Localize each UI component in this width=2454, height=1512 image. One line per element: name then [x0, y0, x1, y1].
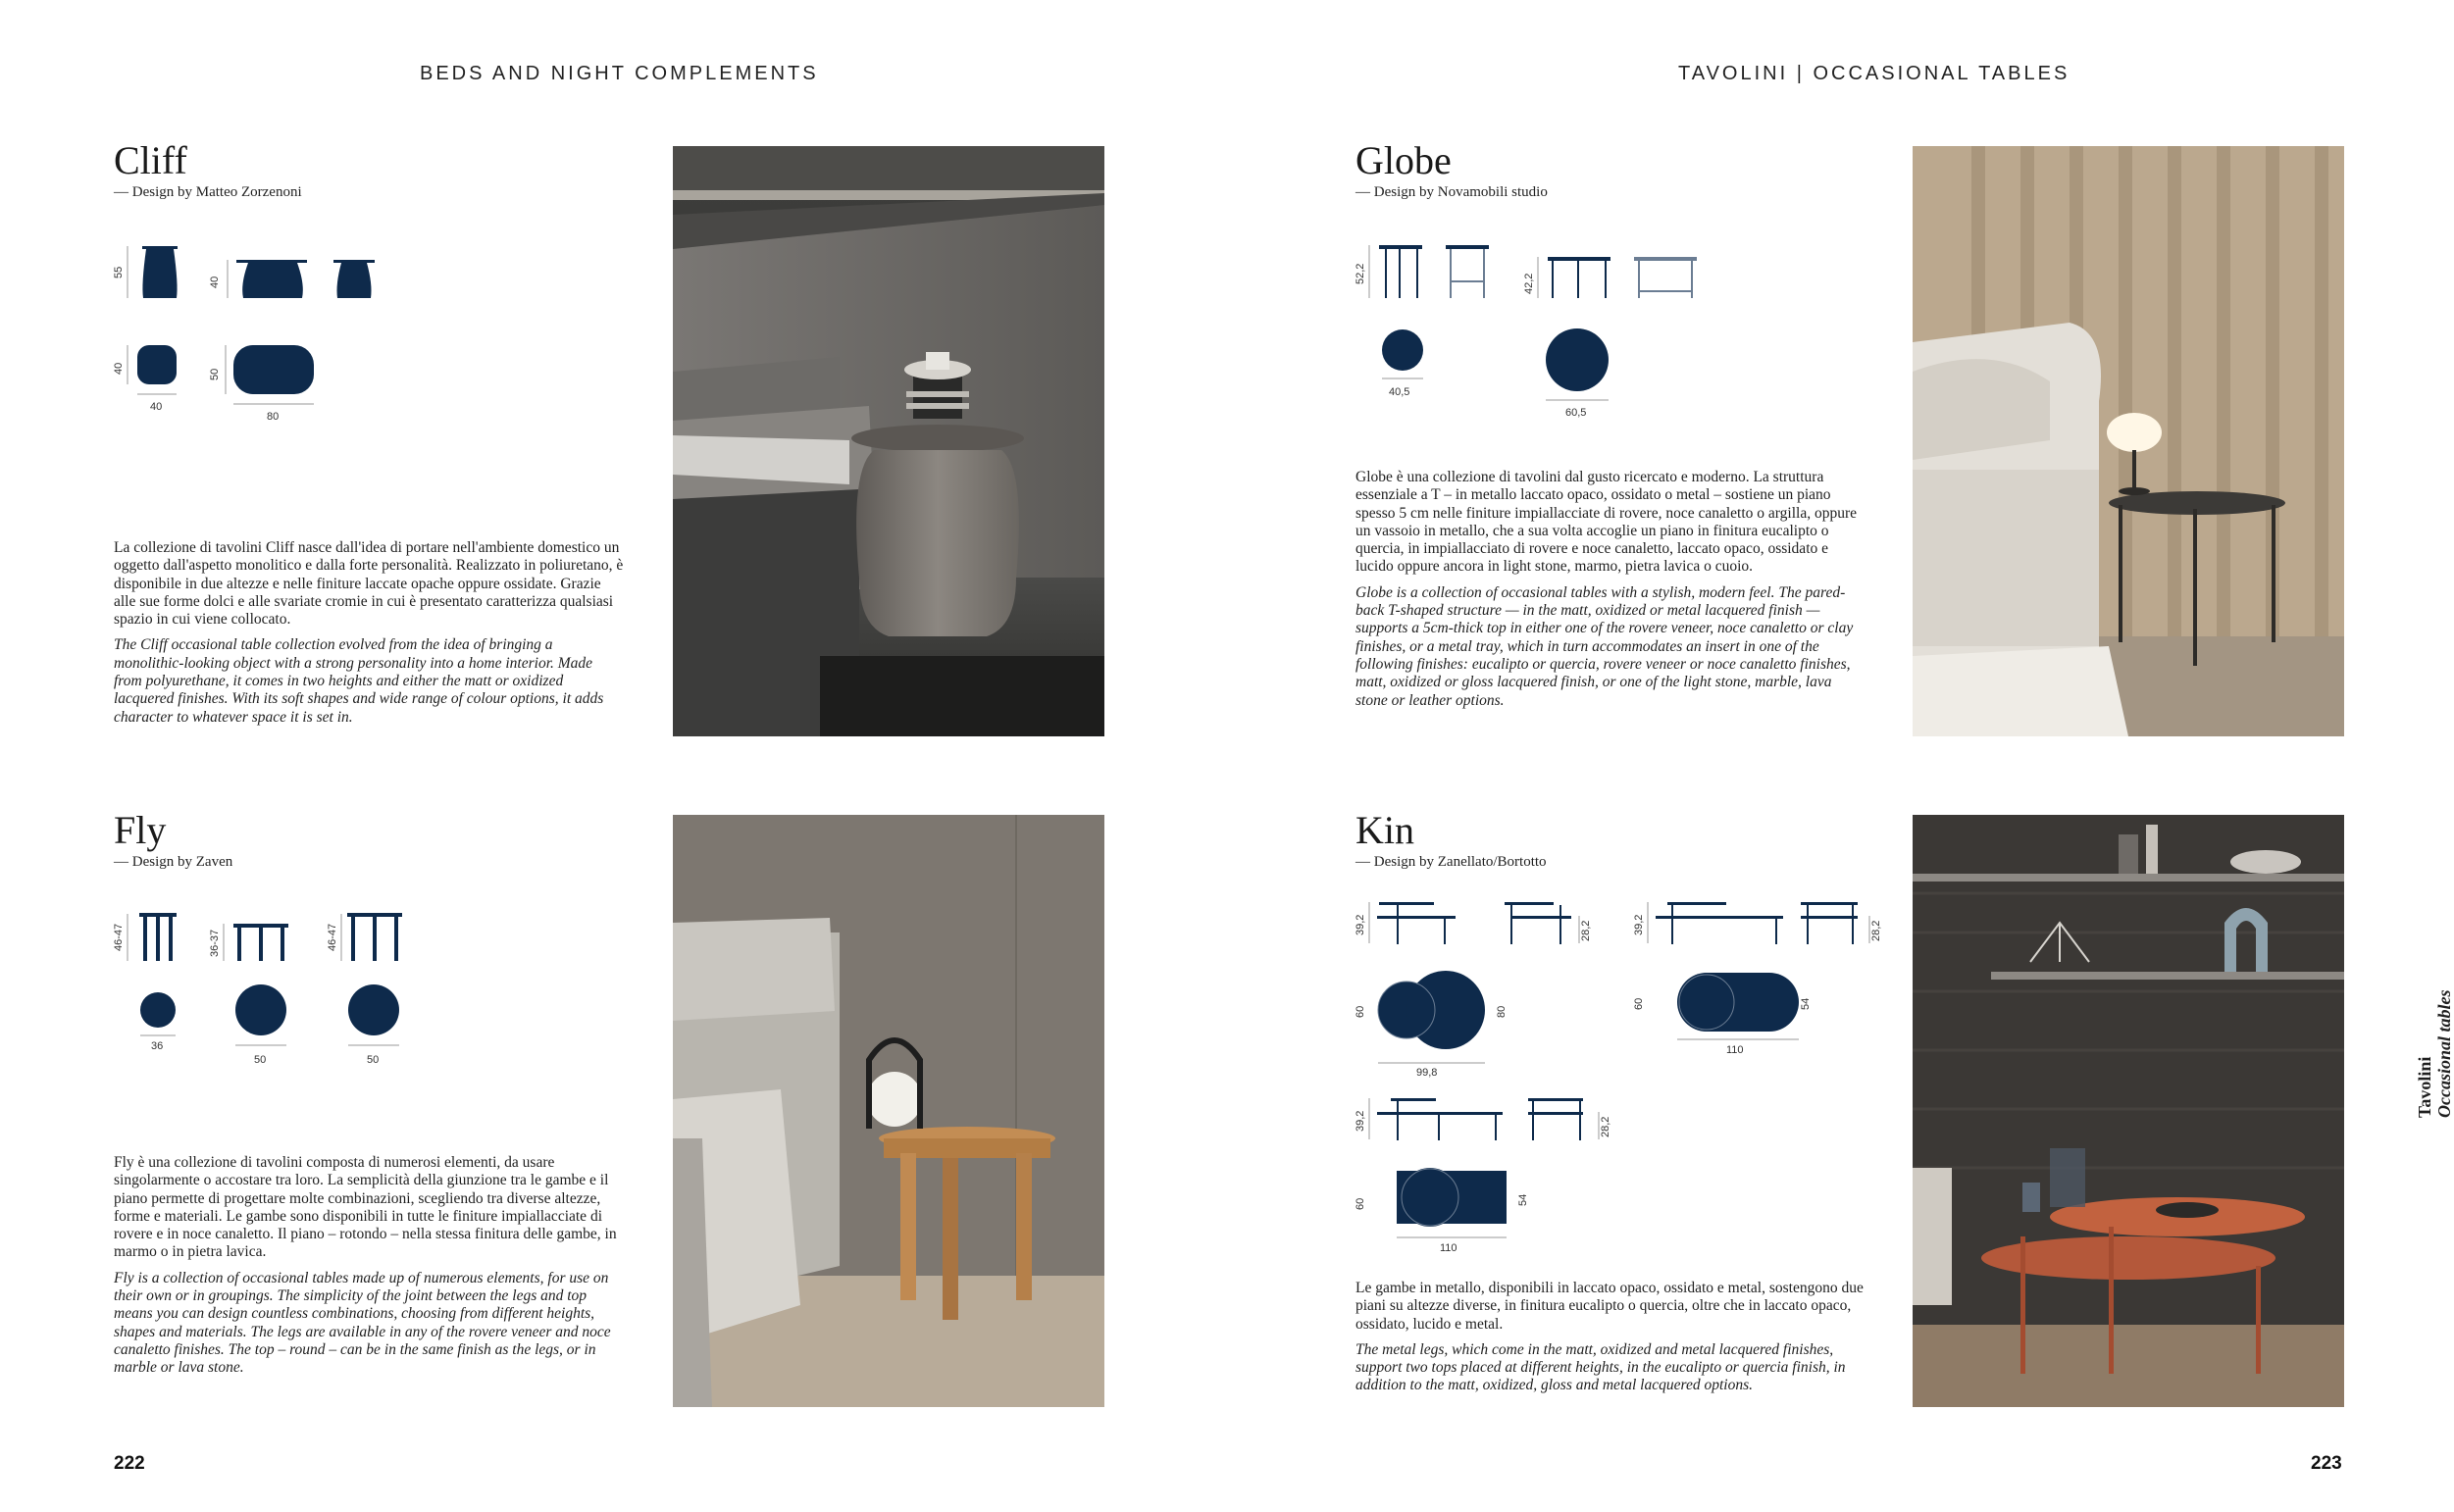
cliff-photo [673, 146, 1104, 736]
right-running-header: TAVOLINI | OCCASIONAL TABLES [1678, 63, 2071, 84]
svg-text:50: 50 [209, 368, 221, 380]
fly-w2-label: 50 [254, 1054, 267, 1066]
kin-title: Kin [1355, 808, 1414, 852]
cliff-t2w-label: 80 [267, 411, 280, 423]
svg-text:54: 54 [1517, 1193, 1529, 1206]
fly-byline: — Design by Zaven [114, 854, 233, 870]
side-tab-en: Occasional tables [2434, 989, 2454, 1118]
fly-h1-label: 46-47 [113, 923, 125, 951]
fly-top-medium [235, 984, 286, 1035]
globe-h1-label: 52,2 [1355, 263, 1366, 284]
fly-w3-label: 50 [367, 1054, 380, 1066]
svg-text:28,2: 28,2 [1870, 920, 1882, 941]
globe-w2-label: 60,5 [1565, 407, 1587, 419]
kin-description-en: The metal legs, which come in the matt, oxidized and metal lacquered finishes, support two tops placed at different heights, in the eucalipto or quercia finish, in addition to the matt, oxidized, gloss and metal lacquered options. [1355, 1340, 1846, 1394]
cliff-low-base [242, 263, 303, 298]
svg-text:60: 60 [1355, 1197, 1366, 1210]
svg-text:39,2: 39,2 [1633, 914, 1645, 935]
cliff-tall-top [142, 246, 178, 249]
kin-description-it: Le gambe in metallo, disponibili in laccato opaco, ossidato e metal, sostengono due piani su altezze diverse, in finitura eucalipto o quercia, oltre che in laccato opaco, ossidato, lucido e metal. [1355, 1280, 1864, 1333]
globe-diagram [1348, 235, 1711, 422]
left-running-header: BEDS AND NIGHT COMPLEMENTS [420, 63, 819, 84]
cliff-title: Cliff [114, 138, 187, 182]
page-number-right: 223 [2311, 1453, 2342, 1474]
svg-text:39,2: 39,2 [1355, 1110, 1366, 1132]
fly-top-small [140, 992, 176, 1028]
page-number-left: 222 [114, 1453, 145, 1474]
svg-text:40: 40 [113, 362, 125, 375]
kin-diagram [1348, 896, 1907, 1259]
cliff-h1-label: 55 [113, 266, 125, 278]
fly-top-large [348, 984, 399, 1035]
globe-top-large [1546, 328, 1609, 391]
globe-title: Globe [1355, 138, 1452, 182]
fly-h3-label: 46-47 [327, 923, 338, 951]
globe-w1-label: 40,5 [1389, 386, 1410, 398]
kin-w110-label: 110 [1440, 1242, 1457, 1254]
svg-text:110: 110 [1726, 1044, 1744, 1056]
fly-h2-label: 36-37 [209, 929, 221, 957]
fly-photo [673, 815, 1104, 1407]
fly-title: Fly [114, 808, 167, 852]
kin-photo [1913, 815, 2344, 1407]
svg-text:60: 60 [1633, 997, 1645, 1010]
side-tab [2415, 922, 2454, 1118]
cliff-tall-base [142, 249, 177, 298]
globe-description-en: Globe is a collection of occasional tables with a stylish, modern feel. The pared-back T-shaped structure — in the matt, oxidized or metal lacquered finish — supports a 5cm-thick top in either one of the rovere veneer, noce canaletto or clay finishes, or a metal tray, which in turn accommodates an insert in one of the following finishes: eucalipto or quercia, rovere veneer or noce canaletto finishes, matt, oxidized or gloss lacquered finish, or one of the light stone, marble, lava stone or leather options. [1355, 583, 1854, 709]
globe-top-small [1382, 329, 1423, 371]
svg-text:28,2: 28,2 [1600, 1116, 1611, 1137]
kin-d54-label: 54 [1800, 997, 1812, 1010]
svg-text:28,2: 28,2 [1580, 920, 1592, 941]
kin-d60-label: 60 [1355, 1005, 1366, 1018]
fly-w1-label: 36 [151, 1040, 164, 1052]
globe-description-it: Globe è una collezione di tavolini dal gusto ricercato e moderno. La struttura essenziale a T – in metallo laccato opaco, ossidato o metal – sostiene un piano spesso 5 cm nelle finiture impiallacciate di rovere, noce canaletto o argilla, oppure un vassoio in metallo, che a sua volta accoglie un piano in finitura eucalipto o quercia, in impiallacciato di rovere e noce canaletto, laccato opaco, ossidato e lucido oppure ancora in light stone, marmo, pietra lavica o cuoio. [1355, 469, 1858, 576]
cliff-top-large [233, 345, 314, 394]
fly-description-en: Fly is a collection of occasional tables made up of numerous elements, for use on their own or in groupings. The simplicity of the joint between the legs and top means you can design countless combinations, choosing from different heights, shapes and materials. The legs are available in any of the rovere veneer and noce canaletto finishes. The top – round – can be in the same finish as the legs, or in marble or lava stone. [114, 1269, 611, 1377]
kin-round-large [1406, 971, 1485, 1049]
globe-photo [1913, 146, 2344, 736]
fly-diagram [106, 902, 420, 1066]
kin-w998-label: 99,8 [1416, 1067, 1438, 1079]
kin-h1-label: 39,2 [1355, 914, 1366, 935]
globe-h2-label: 42,2 [1523, 273, 1535, 294]
kin-byline: — Design by Zanellato/Bortotto [1355, 854, 1547, 870]
side-tab-it: Tavolini [2415, 1056, 2434, 1118]
globe-byline: — Design by Novamobili studio [1355, 184, 1548, 200]
cliff-t1w-label: 40 [150, 401, 163, 413]
fly-description-it: Fly è una collezione di tavolini composta di numerosi elementi, da usare singolarmente o accostare tra loro. La semplicità della giunzione tra le gambe e il piano permette di progettare molte combinazioni, scegliendo tra diverse altezze, forme e materiali. Le gambe sono disponibili in tutte le finiture impiallacciate di rovere e in noce canaletto. Il piano – rotondo – nella stessa finitura delle gambe, in marmo o in pietra lavica. [114, 1154, 617, 1261]
kin-d80-label: 80 [1496, 1005, 1508, 1018]
cliff-description-en: The Cliff occasional table collection evolved from the idea of bringing a monolithic-looking object with a strong personality into a home interior. Made from polyurethane, it comes in two heights and either the matt or oxidized lacquered finishes. With its soft shapes and wide range of colour options, it adds character to whatever space it is set in. [114, 636, 604, 726]
cliff-h2-label: 40 [209, 276, 221, 288]
cliff-diagram [106, 235, 400, 422]
cliff-top-small [137, 345, 177, 384]
cliff-description-it: La collezione di tavolini Cliff nasce dall'idea di portare nell'ambiente domestico un oggetto dall'aspetto monolitico e dalla forte personalità. Realizzato in poliuretano, è disponibile in due altezze e nelle finiture laccate opache oppure ossidate. Grazie alle sue forme dolci e alle svariate cromie in cui è presentato caratterizza qualsiasi spazio in cui viene collocato. [114, 539, 624, 629]
cliff-byline: — Design by Matteo Zorzenoni [114, 184, 302, 200]
